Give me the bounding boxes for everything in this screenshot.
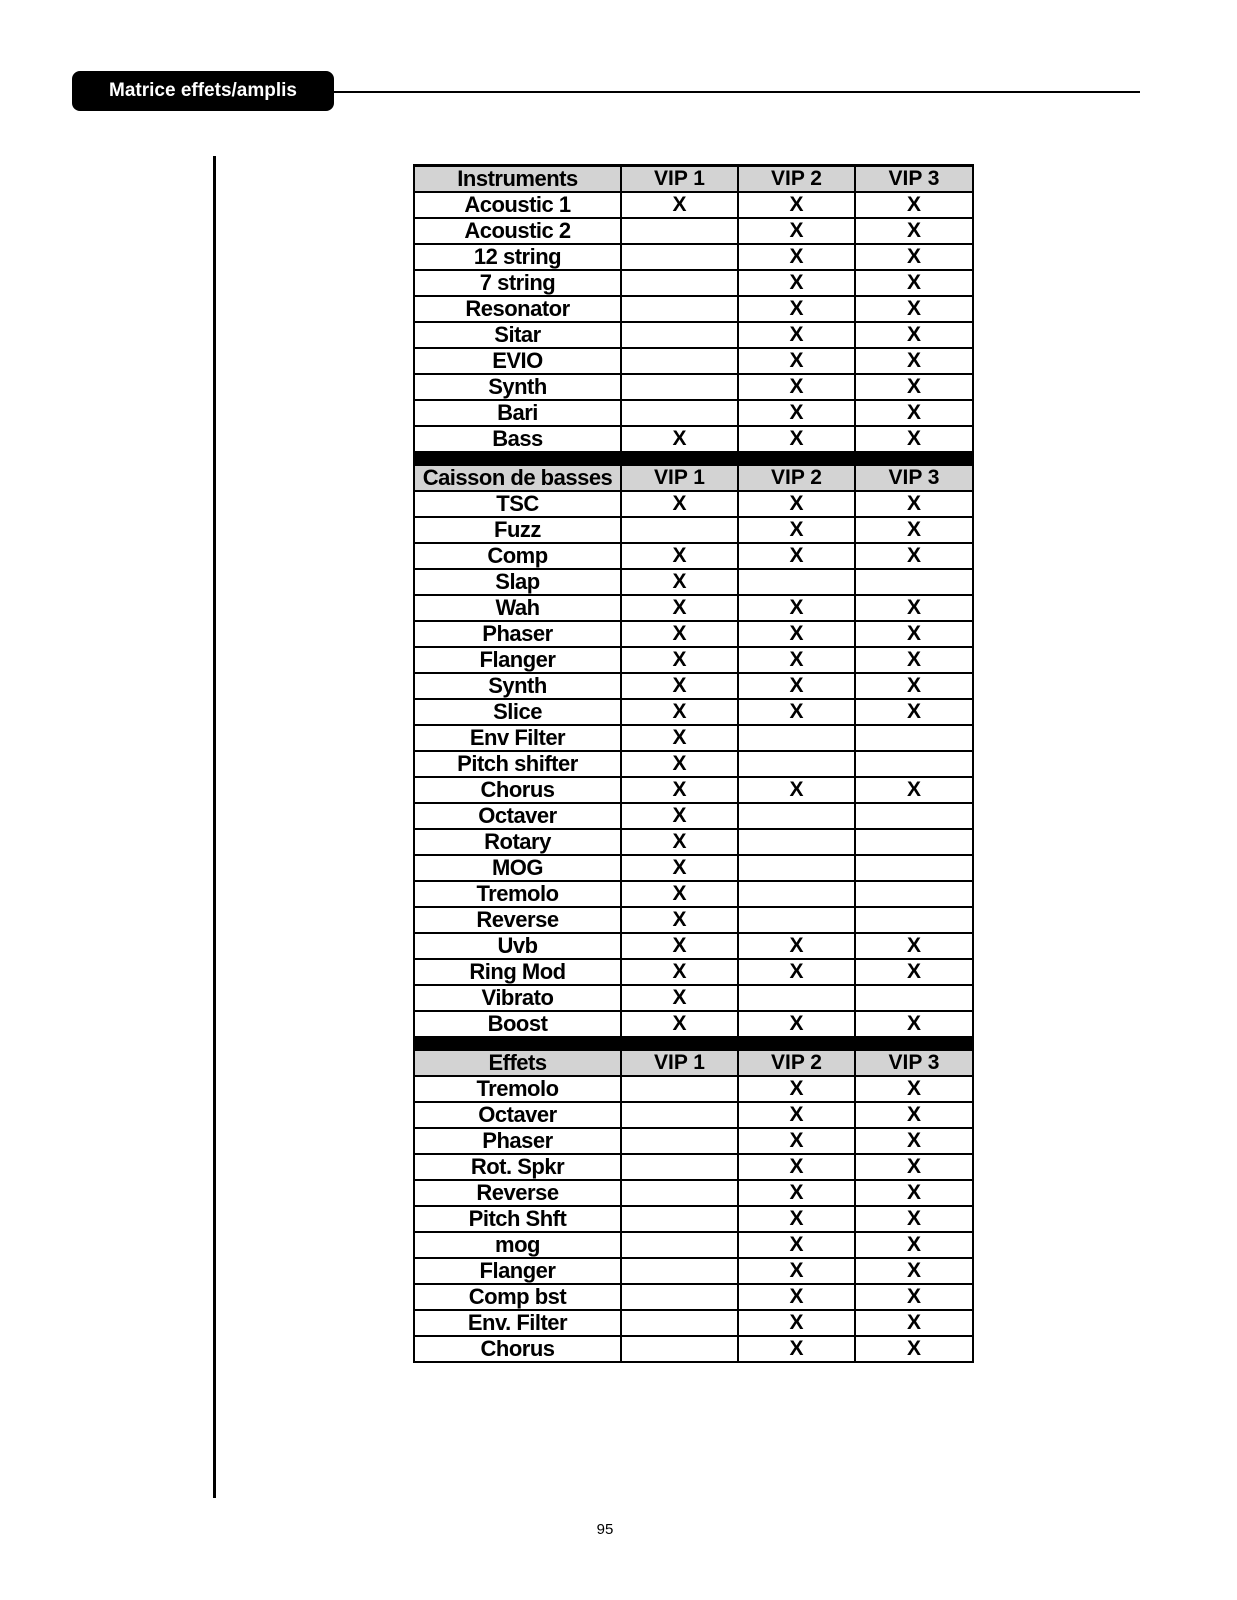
compat-mark [621, 1076, 738, 1102]
row-label: Acoustic 1 [414, 192, 621, 218]
compat-mark [621, 296, 738, 322]
compat-mark: X [855, 959, 973, 985]
compat-mark: X [855, 322, 973, 348]
compat-mark [621, 400, 738, 426]
table-row [414, 1284, 973, 1310]
table-row [414, 1206, 973, 1232]
compat-mark [855, 569, 973, 595]
row-label: Acoustic 2 [414, 218, 621, 244]
table-row [414, 985, 973, 1011]
compat-mark [855, 803, 973, 829]
row-label: Uvb [414, 933, 621, 959]
compat-mark: X [855, 1284, 973, 1310]
row-label: EVIO [414, 348, 621, 374]
compat-mark: X [738, 270, 855, 296]
compat-mark: X [738, 1206, 855, 1232]
table-row [414, 1310, 973, 1336]
row-label: Synth [414, 673, 621, 699]
compat-mark: X [855, 699, 973, 725]
compat-mark: X [738, 348, 855, 374]
row-label: Tremolo [414, 881, 621, 907]
table-row [414, 647, 973, 673]
compat-mark: X [855, 244, 973, 270]
compat-mark: X [738, 1076, 855, 1102]
compat-mark [738, 569, 855, 595]
row-label: Bari [414, 400, 621, 426]
compat-mark: X [738, 517, 855, 543]
compat-mark: X [855, 491, 973, 517]
table-row [414, 751, 973, 777]
compat-mark: X [855, 1206, 973, 1232]
compat-mark: X [621, 192, 738, 218]
table-row [414, 881, 973, 907]
compat-mark [621, 1284, 738, 1310]
section-header-row [414, 166, 973, 193]
compat-mark [738, 803, 855, 829]
row-label: Phaser [414, 621, 621, 647]
table-row [414, 673, 973, 699]
compat-mark [855, 855, 973, 881]
table-row [414, 907, 973, 933]
section-title: Matrice effets/amplis [109, 80, 297, 101]
row-label: Octaver [414, 803, 621, 829]
row-label: mog [414, 1232, 621, 1258]
header-rule [334, 91, 1140, 93]
compat-mark: X [855, 673, 973, 699]
compat-mark: X [738, 673, 855, 699]
compat-mark [738, 985, 855, 1011]
compat-mark: X [855, 1336, 973, 1362]
compat-mark: X [855, 374, 973, 400]
compat-mark: X [738, 1180, 855, 1206]
table-row [414, 322, 973, 348]
compat-mark [855, 829, 973, 855]
table-row [414, 595, 973, 621]
table-row [414, 426, 973, 452]
table-row [414, 959, 973, 985]
compat-mark [621, 244, 738, 270]
table-row [414, 374, 973, 400]
compat-mark: X [855, 192, 973, 218]
compat-mark: X [738, 1102, 855, 1128]
compat-mark: X [855, 218, 973, 244]
compat-mark: X [621, 751, 738, 777]
compat-mark: X [855, 933, 973, 959]
row-label: Pitch shifter [414, 751, 621, 777]
row-label: Slap [414, 569, 621, 595]
compat-mark: X [738, 322, 855, 348]
compat-mark [621, 1258, 738, 1284]
table-row [414, 1258, 973, 1284]
compat-mark: X [855, 1232, 973, 1258]
compat-mark: X [738, 1310, 855, 1336]
row-label: 7 string [414, 270, 621, 296]
compat-mark: X [855, 621, 973, 647]
table-row [414, 218, 973, 244]
section-separator [414, 1037, 973, 1050]
margin-line [213, 156, 216, 1498]
row-label: 12 string [414, 244, 621, 270]
compat-mark: X [855, 1310, 973, 1336]
effects-amp-matrix [413, 164, 974, 1363]
compat-mark: X [621, 803, 738, 829]
compat-mark: X [621, 829, 738, 855]
row-label: Env Filter [414, 725, 621, 751]
section-heading: Caisson de basses [414, 465, 621, 492]
compat-mark: X [621, 699, 738, 725]
column-header: VIP 2 [738, 465, 855, 492]
compat-mark [621, 1154, 738, 1180]
compat-mark: X [738, 1284, 855, 1310]
compat-mark: X [621, 647, 738, 673]
column-header: VIP 1 [621, 166, 738, 193]
row-label: Flanger [414, 1258, 621, 1284]
compat-mark: X [621, 933, 738, 959]
table-row [414, 803, 973, 829]
row-label: Flanger [414, 647, 621, 673]
compat-mark: X [855, 296, 973, 322]
compat-mark: X [621, 595, 738, 621]
compat-mark [738, 881, 855, 907]
compat-mark: X [738, 491, 855, 517]
compat-mark [621, 322, 738, 348]
compat-mark [621, 1310, 738, 1336]
row-label: Reverse [414, 1180, 621, 1206]
section-heading: Instruments [414, 166, 621, 193]
compat-mark: X [738, 777, 855, 803]
table-row [414, 348, 973, 374]
compat-mark: X [738, 374, 855, 400]
compat-mark [738, 829, 855, 855]
compat-mark: X [855, 1180, 973, 1206]
compat-mark: X [738, 218, 855, 244]
compat-mark: X [621, 959, 738, 985]
table-row [414, 855, 973, 881]
compat-mark [621, 1206, 738, 1232]
compat-mark: X [738, 1232, 855, 1258]
table-row [414, 270, 973, 296]
row-label: Synth [414, 374, 621, 400]
compat-mark: X [855, 1102, 973, 1128]
compat-mark [738, 855, 855, 881]
compat-mark: X [738, 244, 855, 270]
table-row [414, 296, 973, 322]
row-label: Comp bst [414, 1284, 621, 1310]
row-label: TSC [414, 491, 621, 517]
row-label: Sitar [414, 322, 621, 348]
row-label: Bass [414, 426, 621, 452]
compat-mark: X [855, 400, 973, 426]
table-row [414, 829, 973, 855]
compat-mark: X [621, 907, 738, 933]
compat-mark: X [738, 647, 855, 673]
compat-mark [621, 348, 738, 374]
compat-mark: X [855, 517, 973, 543]
compat-mark: X [738, 595, 855, 621]
table-row [414, 933, 973, 959]
column-header: VIP 1 [621, 1050, 738, 1077]
compat-mark: X [738, 1011, 855, 1037]
row-label: Rot. Spkr [414, 1154, 621, 1180]
compat-mark: X [855, 595, 973, 621]
column-header: VIP 1 [621, 465, 738, 492]
section-title-tab [72, 71, 334, 111]
table-row [414, 1076, 973, 1102]
section-heading: Effets [414, 1050, 621, 1077]
compat-mark: X [621, 881, 738, 907]
row-label: Rotary [414, 829, 621, 855]
compat-mark: X [855, 426, 973, 452]
compat-mark [855, 985, 973, 1011]
row-label: Chorus [414, 1336, 621, 1362]
compat-mark [621, 218, 738, 244]
table-row [414, 1011, 973, 1037]
row-label: Octaver [414, 1102, 621, 1128]
row-label: Chorus [414, 777, 621, 803]
table-row [414, 1180, 973, 1206]
compat-mark [738, 751, 855, 777]
compat-mark: X [855, 270, 973, 296]
compat-mark [621, 1128, 738, 1154]
compat-mark: X [621, 621, 738, 647]
compat-mark: X [621, 777, 738, 803]
row-label: Comp [414, 543, 621, 569]
row-label: Phaser [414, 1128, 621, 1154]
table-row [414, 1154, 973, 1180]
row-label: Reverse [414, 907, 621, 933]
row-label: Resonator [414, 296, 621, 322]
compat-mark: X [855, 1076, 973, 1102]
row-label: Boost [414, 1011, 621, 1037]
compat-mark: X [621, 725, 738, 751]
table-row [414, 1336, 973, 1362]
compat-mark: X [621, 426, 738, 452]
compat-mark: X [738, 621, 855, 647]
compat-mark [855, 907, 973, 933]
compat-mark: X [738, 933, 855, 959]
column-header: VIP 3 [855, 465, 973, 492]
compat-mark [621, 374, 738, 400]
row-label: Vibrato [414, 985, 621, 1011]
row-label: Ring Mod [414, 959, 621, 985]
table-row [414, 569, 973, 595]
compat-mark: X [855, 777, 973, 803]
section-separator-bar [414, 1037, 973, 1050]
compat-mark: X [738, 959, 855, 985]
compat-mark: X [738, 192, 855, 218]
table-row [414, 244, 973, 270]
row-label: Pitch Shft [414, 1206, 621, 1232]
table-row [414, 1232, 973, 1258]
column-header: VIP 3 [855, 166, 973, 193]
compat-mark: X [738, 400, 855, 426]
compat-mark: X [855, 647, 973, 673]
compat-mark [621, 1232, 738, 1258]
compat-mark: X [855, 348, 973, 374]
column-header: VIP 2 [738, 166, 855, 193]
compat-mark: X [738, 426, 855, 452]
compat-mark: X [621, 855, 738, 881]
page-number: 95 [596, 1521, 614, 1538]
compat-mark [738, 725, 855, 751]
compat-mark: X [855, 1011, 973, 1037]
table-row [414, 1128, 973, 1154]
compat-mark: X [738, 543, 855, 569]
column-header: VIP 2 [738, 1050, 855, 1077]
compat-mark: X [855, 1128, 973, 1154]
compat-mark [621, 1336, 738, 1362]
compat-mark: X [738, 1336, 855, 1362]
table-row [414, 699, 973, 725]
section-separator-bar [414, 452, 973, 465]
table-row [414, 400, 973, 426]
compat-mark: X [738, 1154, 855, 1180]
compat-mark [855, 751, 973, 777]
row-label: Env. Filter [414, 1310, 621, 1336]
section-header-row [414, 1050, 973, 1077]
compat-mark: X [738, 1258, 855, 1284]
compat-mark: X [621, 491, 738, 517]
compat-mark [621, 270, 738, 296]
table-row [414, 621, 973, 647]
compat-mark: X [855, 1258, 973, 1284]
column-header: VIP 3 [855, 1050, 973, 1077]
compat-mark [621, 1180, 738, 1206]
compat-mark: X [738, 296, 855, 322]
compat-mark: X [621, 543, 738, 569]
compat-mark [621, 1102, 738, 1128]
compat-mark: X [738, 699, 855, 725]
compat-mark [855, 725, 973, 751]
table-row [414, 777, 973, 803]
row-label: MOG [414, 855, 621, 881]
compat-mark: X [621, 673, 738, 699]
compat-mark: X [855, 543, 973, 569]
row-label: Tremolo [414, 1076, 621, 1102]
compat-mark [855, 881, 973, 907]
table-row [414, 543, 973, 569]
row-label: Fuzz [414, 517, 621, 543]
compat-mark: X [621, 985, 738, 1011]
compat-mark: X [621, 569, 738, 595]
table-row [414, 725, 973, 751]
table-row [414, 491, 973, 517]
compat-mark [621, 517, 738, 543]
section-header-row [414, 465, 973, 492]
table-row [414, 192, 973, 218]
row-label: Wah [414, 595, 621, 621]
section-separator [414, 452, 973, 465]
compat-mark [738, 907, 855, 933]
table-row [414, 1102, 973, 1128]
compat-mark: X [621, 1011, 738, 1037]
table-row [414, 517, 973, 543]
compat-mark: X [738, 1128, 855, 1154]
row-label: Slice [414, 699, 621, 725]
compat-mark: X [855, 1154, 973, 1180]
